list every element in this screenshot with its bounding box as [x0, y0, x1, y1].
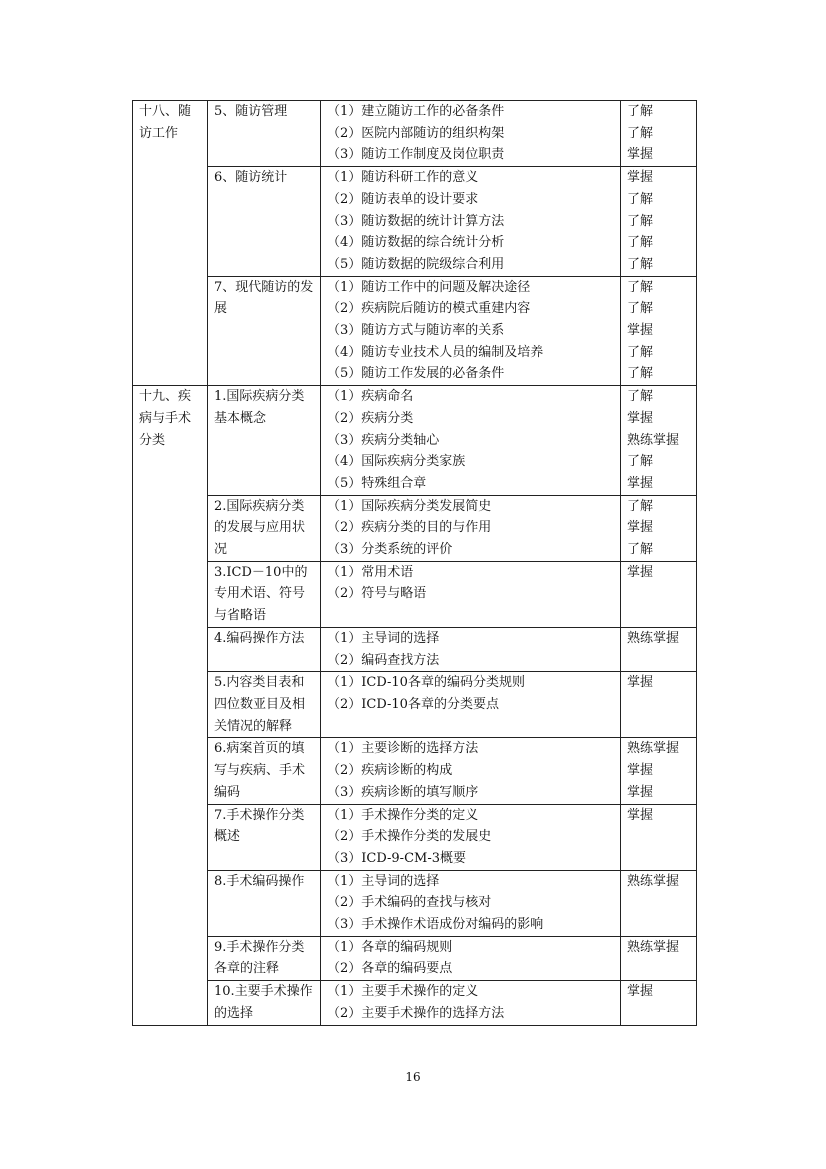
table-row	[133, 627, 697, 671]
unit-levels	[621, 561, 697, 627]
table-row	[133, 276, 697, 386]
content-item: （5）随访工作发展的必备条件	[327, 366, 505, 382]
content-item: （1）ICD-10各章的编码分类规则	[327, 675, 525, 691]
content-item: （2）编码查找方法	[327, 652, 440, 668]
content-item: （2）手术编码的查找与核对	[327, 895, 492, 911]
page-number: 16	[405, 1070, 421, 1084]
content-item: （2）随访表单的设计要求	[327, 191, 479, 207]
content-item: （1）国际疾病分类发展简史	[327, 498, 492, 514]
requirement-level: 了解	[627, 191, 654, 207]
unit-items	[321, 804, 621, 870]
table-row	[133, 936, 697, 980]
content-item: （2）疾病分类的目的与作用	[327, 520, 492, 536]
unit-items	[321, 936, 621, 980]
requirement-level: 了解	[627, 104, 654, 119]
unit-items	[321, 738, 621, 804]
requirement-level: 掌握	[627, 323, 654, 339]
unit-items	[321, 495, 621, 561]
requirement-level: 了解	[627, 235, 654, 251]
content-item: （1）手术操作分类的定义	[327, 807, 479, 823]
content-item: （1）建立随访工作的必备条件	[327, 104, 505, 119]
content-item: （3）随访工作制度及岗位职责	[327, 147, 505, 163]
unit-items	[321, 870, 621, 936]
content-item: （1）随访工作中的问题及解决途径	[327, 279, 531, 295]
unit-title: 6.病案首页的填写与疾病、手术编码	[208, 738, 321, 804]
requirement-level: 了解	[627, 301, 654, 317]
requirement-level: 掌握	[627, 564, 654, 580]
content-item: （2）疾病诊断的构成	[327, 763, 453, 779]
content-item: （1）常用术语	[327, 564, 414, 580]
requirement-level: 掌握	[627, 784, 654, 800]
content-item: （2）医院内部随访的组织构架	[327, 125, 505, 141]
requirement-level: 掌握	[627, 410, 654, 426]
content-item: （2）手术操作分类的发展史	[327, 829, 492, 845]
unit-title: 8.手术编码操作	[208, 870, 321, 936]
unit-items	[321, 101, 621, 167]
unit-items	[321, 981, 621, 1025]
table-row	[133, 738, 697, 804]
unit-title: 1.国际疾病分类基本概念	[208, 386, 321, 496]
content-item: （4）随访数据的综合统计分析	[327, 235, 505, 251]
content-item: （5）随访数据的院级综合利用	[327, 256, 505, 272]
content-item: （4）随访专业技术人员的编制及培养	[327, 344, 544, 360]
unit-title: 9.手术操作分类各章的注释	[208, 936, 321, 980]
requirement-level: 了解	[627, 256, 654, 272]
table-row	[133, 386, 697, 496]
section-title: 十八、随访工作	[133, 101, 208, 386]
content-item: （1）主导词的选择	[327, 873, 440, 889]
unit-levels	[621, 386, 697, 496]
table-row	[133, 804, 697, 870]
content-item: （3）随访数据的统计计算方法	[327, 213, 505, 229]
content-item: （2）各章的编码要点	[327, 961, 453, 977]
requirement-level: 熟练掌握	[627, 939, 680, 955]
content-item: （1）随访科研工作的意义	[327, 170, 479, 186]
unit-levels	[621, 981, 697, 1025]
requirement-level: 熟练掌握	[627, 741, 680, 757]
requirement-level: 了解	[627, 389, 654, 405]
requirement-level: 了解	[627, 344, 654, 360]
unit-levels	[621, 101, 697, 167]
requirement-level: 掌握	[627, 763, 654, 779]
unit-items	[321, 561, 621, 627]
unit-levels	[621, 167, 697, 277]
content-item: （4）国际疾病分类家族	[327, 454, 466, 470]
requirement-level: 掌握	[627, 675, 654, 691]
content-item: （2）主要手术操作的选择方法	[327, 1005, 505, 1021]
requirement-level: 了解	[627, 498, 654, 514]
requirement-level: 了解	[627, 125, 654, 141]
requirement-level: 掌握	[627, 475, 654, 491]
unit-levels	[621, 936, 697, 980]
requirement-level: 了解	[627, 213, 654, 229]
content-item: （3）随访方式与随访率的关系	[327, 323, 505, 339]
content-item: （1）主要诊断的选择方法	[327, 741, 479, 757]
table-row	[133, 561, 697, 627]
unit-title: 6、随访统计	[208, 167, 321, 277]
unit-levels	[621, 672, 697, 738]
requirement-level: 了解	[627, 542, 654, 558]
unit-items	[321, 386, 621, 496]
content-item: （2）符号与略语	[327, 586, 427, 602]
unit-items	[321, 276, 621, 386]
requirement-level: 了解	[627, 279, 654, 295]
table-row	[133, 981, 697, 1025]
unit-levels	[621, 870, 697, 936]
content-item: （3）分类系统的评价	[327, 542, 453, 558]
content-item: （1）疾病命名	[327, 389, 414, 405]
content-item: （5）特殊组合章	[327, 475, 427, 491]
requirement-level: 掌握	[627, 984, 654, 1000]
requirement-level: 掌握	[627, 520, 654, 536]
unit-levels	[621, 804, 697, 870]
requirement-level: 掌握	[627, 170, 654, 186]
unit-levels	[621, 276, 697, 386]
unit-title: 5、随访管理	[208, 101, 321, 167]
content-item: （1）主要手术操作的定义	[327, 984, 479, 1000]
unit-title: 3.ICD－10中的专用术语、符号与省略语	[208, 561, 321, 627]
requirement-level: 掌握	[627, 147, 654, 163]
table-row	[133, 672, 697, 738]
requirement-level: 了解	[627, 366, 654, 382]
content-item: （2）疾病院后随访的模式重建内容	[327, 301, 531, 317]
content-item: （3）疾病诊断的填写顺序	[327, 784, 479, 800]
content-item: （2）ICD-10各章的分类要点	[327, 696, 499, 712]
requirement-level: 熟练掌握	[627, 432, 680, 448]
requirement-level: 熟练掌握	[627, 630, 680, 646]
unit-title: 10.主要手术操作的选择	[208, 981, 321, 1025]
syllabus-table	[132, 100, 697, 1026]
unit-levels	[621, 738, 697, 804]
content-item: （3）ICD-9-CM-3概要	[327, 850, 466, 866]
table-row	[133, 167, 697, 277]
content-item: （2）疾病分类	[327, 410, 414, 426]
unit-levels	[621, 627, 697, 671]
unit-title: 7.手术操作分类概述	[208, 804, 321, 870]
unit-title: 4.编码操作方法	[208, 627, 321, 671]
unit-title: 7、现代随访的发展	[208, 276, 321, 386]
section-title: 十九、疾病与手术分类	[133, 386, 208, 1025]
unit-items	[321, 627, 621, 671]
unit-items	[321, 672, 621, 738]
unit-title: 5.内容类目表和四位数亚目及相关情况的解释	[208, 672, 321, 738]
unit-items	[321, 167, 621, 277]
content-item: （1）各章的编码规则	[327, 939, 453, 955]
content-item: （3）疾病分类轴心	[327, 432, 440, 448]
table-row	[133, 870, 697, 936]
table-row	[133, 101, 697, 167]
unit-title: 2.国际疾病分类的发展与应用状况	[208, 495, 321, 561]
requirement-level: 掌握	[627, 807, 654, 823]
content-item: （3）手术操作术语成份对编码的影响	[327, 917, 544, 933]
unit-levels	[621, 495, 697, 561]
requirement-level: 了解	[627, 454, 654, 470]
syllabus-body	[133, 101, 697, 1026]
table-row	[133, 495, 697, 561]
requirement-level: 熟练掌握	[627, 873, 680, 889]
content-item: （1）主导词的选择	[327, 630, 440, 646]
